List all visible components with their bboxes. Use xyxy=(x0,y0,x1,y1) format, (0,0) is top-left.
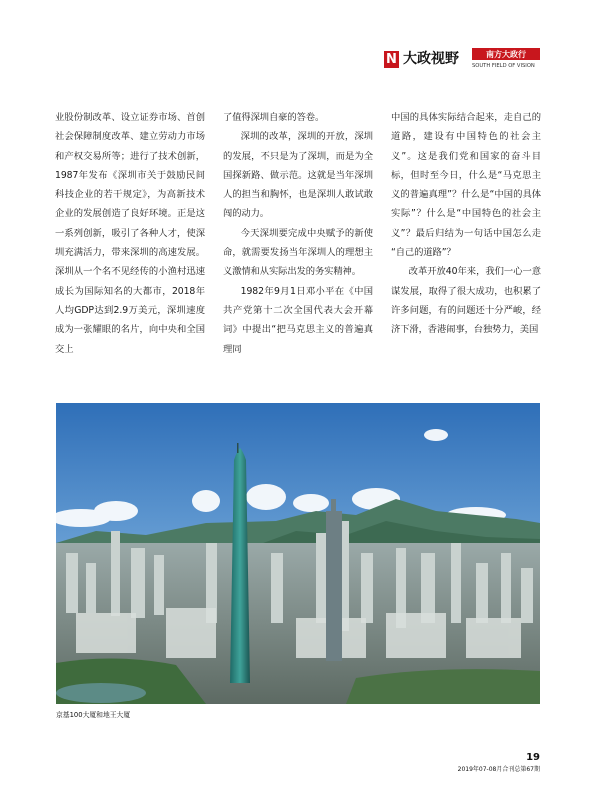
paragraph: 改革开放40年来，我们一心一意谋发展，取得了很大成功，也积累了许多问题，有的问题还十分严峻，经济下滑，香港闹事，台独势力，美国 xyxy=(391,266,541,336)
article-body xyxy=(55,108,541,358)
paragraph: 了值得深圳自豪的答卷。 xyxy=(223,112,325,123)
masthead xyxy=(384,48,540,74)
magazine-logo-icon: N xyxy=(384,51,399,68)
paragraph: 1982年9月1日邓小平在《中国共产党第十二次全国代表大会开幕词》中提出“把马克思主义的普遍真理同 xyxy=(223,285,373,355)
photo-caption: 京基100大厦和地王大厦 xyxy=(56,711,131,719)
skyline-illustration xyxy=(56,403,540,704)
section-title: 大政视野 xyxy=(403,51,459,67)
paragraph: 深圳的改革，深圳的开放，深圳的发展，不只是为了深圳，而是为全国探新路、做示范。这就是当年深圳人的担当和胸怀，也是深圳人敢试敢闯的动力。 xyxy=(223,131,373,220)
article-column-1 xyxy=(55,108,205,358)
article-column-2 xyxy=(223,108,373,358)
city-skyline-photo xyxy=(56,403,540,704)
paragraph: 业股份制改革、设立证券市场、首创社会保障制度改革、建立劳动力市场和产权交易所等；进行了技术创新，1987年发布《深圳市关于鼓励民间科技企业的若干规定》，为高新技术企业的发展创造了良好环境。正是这一系列创新，吸引了各种人才，使深圳充满活力，带来深圳的高速发展。深圳从一个名不见经传的小渔村迅速成长为国际知名的大都市，2018年人均GDP达到2.9万美元，深圳速度成为一张耀眼的名片，向中央和全国交上 xyxy=(55,112,205,355)
magazine-brand-english: SOUTH FIELD OF VISION xyxy=(472,63,535,69)
page-number: 19 xyxy=(526,752,540,763)
paragraph: 今天深圳要完成中央赋予的新使命，就需要发扬当年深圳人的理想主义激情和从实际出发的务实精神。 xyxy=(223,227,373,278)
paragraph: 中国的具体实际结合起来，走自己的道路，建设有中国特色的社会主义”。这是我们党和国家的奋斗目标，但时至今日，什么是“马克思主义的普遍真理”？什么是“中国的具体实际”？什么是“中国特色的社会主义”？最后归结为一句话中国怎么走 “自己的道路”？ xyxy=(391,112,541,259)
article-column-3 xyxy=(391,108,541,358)
issue-info: 2019年07-08月合刊总第67期 xyxy=(457,766,540,773)
magazine-brand: 南方大政行 xyxy=(472,48,540,60)
